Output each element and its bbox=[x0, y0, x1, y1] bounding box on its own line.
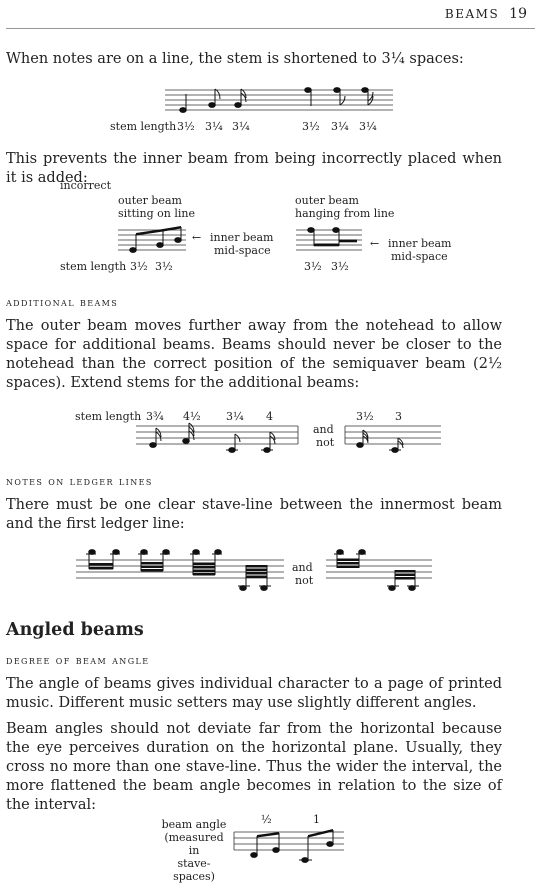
not-label: not bbox=[316, 436, 335, 449]
example-stem-length-staff bbox=[165, 78, 395, 120]
beam-angle-label bbox=[158, 818, 230, 883]
header-rule bbox=[6, 28, 535, 29]
stem-value: 3¼ bbox=[232, 120, 250, 133]
arrow-left-icon: ← bbox=[192, 231, 202, 244]
section-title-angled-beams: Angled beams bbox=[6, 620, 144, 640]
example-beam-angle-staff bbox=[234, 826, 349, 864]
beam-angle-label-line1: beam angle bbox=[161, 818, 227, 831]
paragraph-additional-beams: The outer beam moves further away from the notehead to allow space for additional beams. Beams should never be closer to the notehead than the correct position of the semiquaver beam (2½ spaces). Extend stems for the additional beams: bbox=[6, 318, 502, 391]
and-label: and bbox=[313, 423, 334, 436]
stem-value: 3¼ bbox=[331, 120, 349, 133]
example-ledger-incorrect-staff bbox=[326, 546, 436, 592]
paragraph-beam-angles: Beam angles should not deviate far from the horizontal because the eye perceives duration on the horizontal plane. Usually, they cross no more than one stave-line. Thus the wider the interval, the more flattened the beam angle becomes in relation to the size of the interval: bbox=[6, 721, 502, 813]
stem-length-label: stem length bbox=[75, 410, 142, 423]
example-incorrect-beams-staff bbox=[118, 222, 188, 256]
paragraph-ledger-lines: There must be one clear stave-line between the innermost beam and the first ledger line: bbox=[6, 497, 502, 532]
stem-value: 3½ bbox=[302, 120, 320, 133]
example-ledger-beams-staff bbox=[76, 546, 286, 592]
beam-angle-label-line2: (measured in bbox=[164, 831, 224, 857]
inner-beam-label: inner beam bbox=[388, 237, 452, 250]
paragraph-beam-character: The angle of beams gives individual character to a page of printed music. Different music setters may use slightly different angles. bbox=[6, 676, 502, 711]
angle-value: 1 bbox=[313, 813, 320, 826]
stem-value: 3¾ bbox=[146, 410, 164, 423]
hanging-from-line-label: hanging from line bbox=[295, 207, 395, 220]
section-heading-ledger-lines: notes on ledger lines bbox=[6, 474, 153, 488]
stem-value: 3½ bbox=[304, 260, 322, 273]
section-heading-degree: degree of beam angle bbox=[6, 653, 150, 667]
stem-value: 3½ bbox=[356, 410, 374, 423]
outer-beam-label: outer beam bbox=[295, 194, 359, 207]
stem-length-label: stem length bbox=[60, 260, 127, 273]
stem-value: 3¼ bbox=[205, 120, 223, 133]
example-correct-beams-staff bbox=[296, 222, 366, 256]
stem-length-label: stem length bbox=[110, 120, 177, 133]
sitting-on-line-label: sitting on line bbox=[118, 207, 195, 220]
paragraph-stem-shortened: When notes are on a line, the stem is shortened to 3¼ spaces: bbox=[6, 51, 464, 67]
stem-value: 3½ bbox=[155, 260, 173, 273]
stem-value: 4 bbox=[266, 410, 273, 423]
page-number: 19 bbox=[509, 6, 527, 22]
and-label: and bbox=[292, 561, 313, 574]
stem-value: 3¼ bbox=[226, 410, 244, 423]
stem-value: 3½ bbox=[331, 260, 349, 273]
example-extended-stems-staff bbox=[136, 420, 306, 456]
stem-value: 3½ bbox=[130, 260, 148, 273]
example-incorrect-stems-staff bbox=[345, 420, 445, 456]
running-header bbox=[445, 6, 527, 22]
mid-space-label: mid-space bbox=[391, 250, 448, 263]
incorrect-label: incorrect bbox=[60, 179, 111, 192]
not-label: not bbox=[295, 574, 314, 587]
mid-space-label: mid-space bbox=[214, 244, 271, 257]
running-header-title: BEAMS bbox=[444, 7, 500, 21]
angle-value: ½ bbox=[261, 813, 272, 826]
outer-beam-label: outer beam bbox=[118, 194, 182, 207]
arrow-left-icon: ← bbox=[370, 237, 380, 250]
stem-value: 3 bbox=[395, 410, 402, 423]
stem-value: 3½ bbox=[177, 120, 195, 133]
beam-angle-label-line3: stave-spaces) bbox=[173, 857, 215, 883]
stem-value: 4½ bbox=[183, 410, 201, 423]
paragraph-inner-beam: This prevents the inner beam from being incorrectly placed when it is added: bbox=[6, 151, 502, 186]
inner-beam-label: inner beam bbox=[210, 231, 274, 244]
stem-value: 3¼ bbox=[359, 120, 377, 133]
section-heading-additional-beams: additional beams bbox=[6, 295, 119, 309]
